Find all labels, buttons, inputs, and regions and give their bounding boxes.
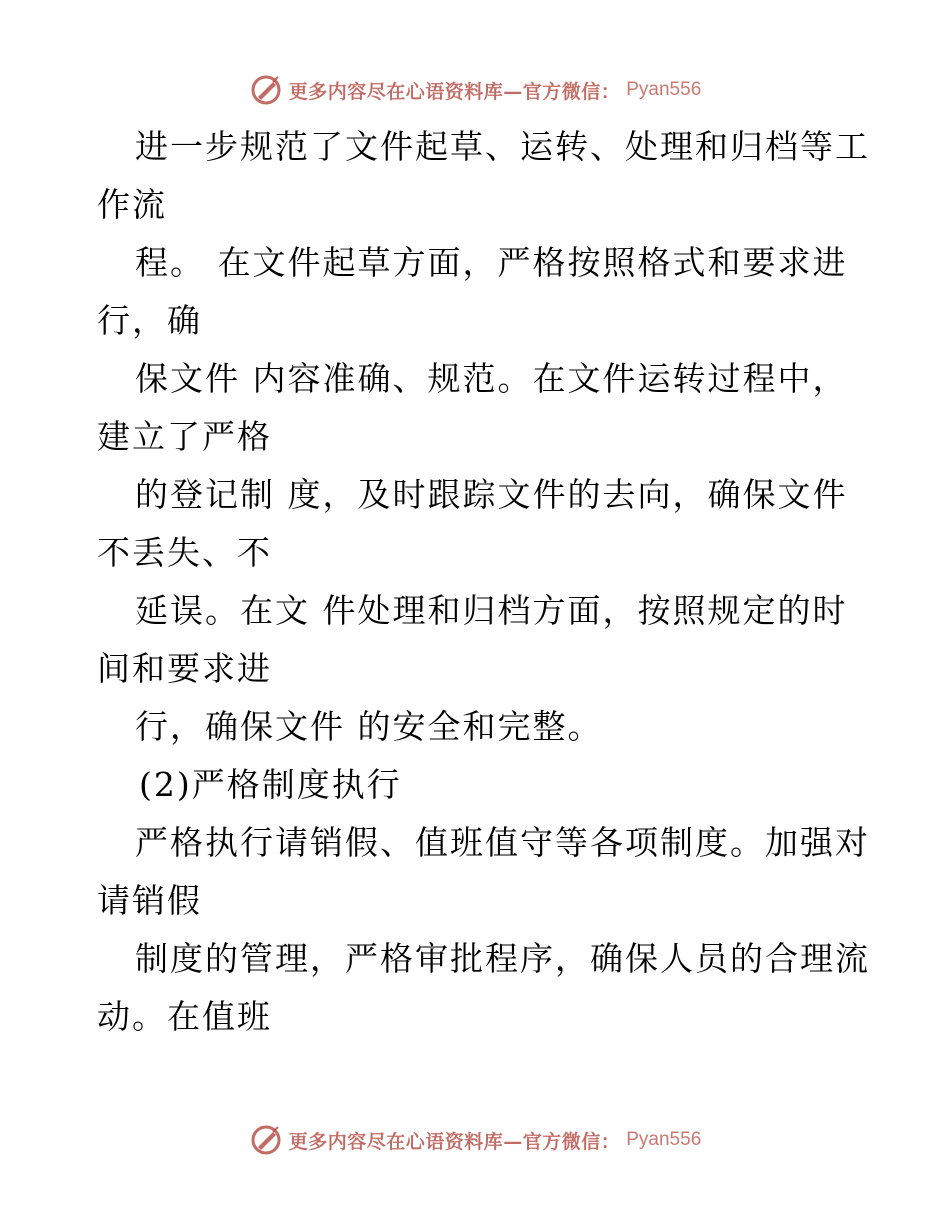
text-line: 严格执行请销假、值班值守等各项制度。加强对 xyxy=(135,823,870,862)
watermark-text: 更多内容尽在心语资料库—官方微信： xyxy=(288,1130,621,1153)
quill-seal-icon xyxy=(249,73,283,107)
watermark-id: Pyan556 xyxy=(626,1129,702,1150)
text-line: 动。在值班 xyxy=(97,997,272,1036)
quill-seal-icon xyxy=(249,1123,283,1157)
watermark-id: Pyan556 xyxy=(626,79,702,100)
text-line: 间和要求进 xyxy=(97,649,272,688)
text-line: 的登记制 度，及时跟踪文件的去向，确保文件 xyxy=(135,475,848,514)
text-line: 行，确保文件 的安全和完整。 xyxy=(135,707,603,746)
footer-watermark xyxy=(0,1120,950,1160)
text-line: 制度的管理，严格审批程序，确保人员的合理流 xyxy=(135,939,870,978)
text-line: 不丢失、不 xyxy=(97,533,272,572)
text-line: 程。 在文件起草方面，严格按照格式和要求进 xyxy=(135,243,848,282)
header-watermark xyxy=(0,70,950,110)
text-line: 作流 xyxy=(97,185,167,224)
text-line: 进一步规范了文件起草、运转、处理和归档等工 xyxy=(135,127,870,166)
watermark-text: 更多内容尽在心语资料库—官方微信： xyxy=(288,80,621,103)
text-line: 行，确 xyxy=(97,301,202,340)
document-body xyxy=(97,118,877,1046)
text-line: 保文件 内容准确、规范。在文件运转过程中， xyxy=(135,359,848,398)
section-heading: (2)严格制度执行 xyxy=(139,765,402,804)
text-line: 延误。在文 件处理和归档方面，按照规定的时 xyxy=(135,591,848,630)
text-line: 请销假 xyxy=(97,881,202,920)
text-line: 建立了严格 xyxy=(97,417,272,456)
